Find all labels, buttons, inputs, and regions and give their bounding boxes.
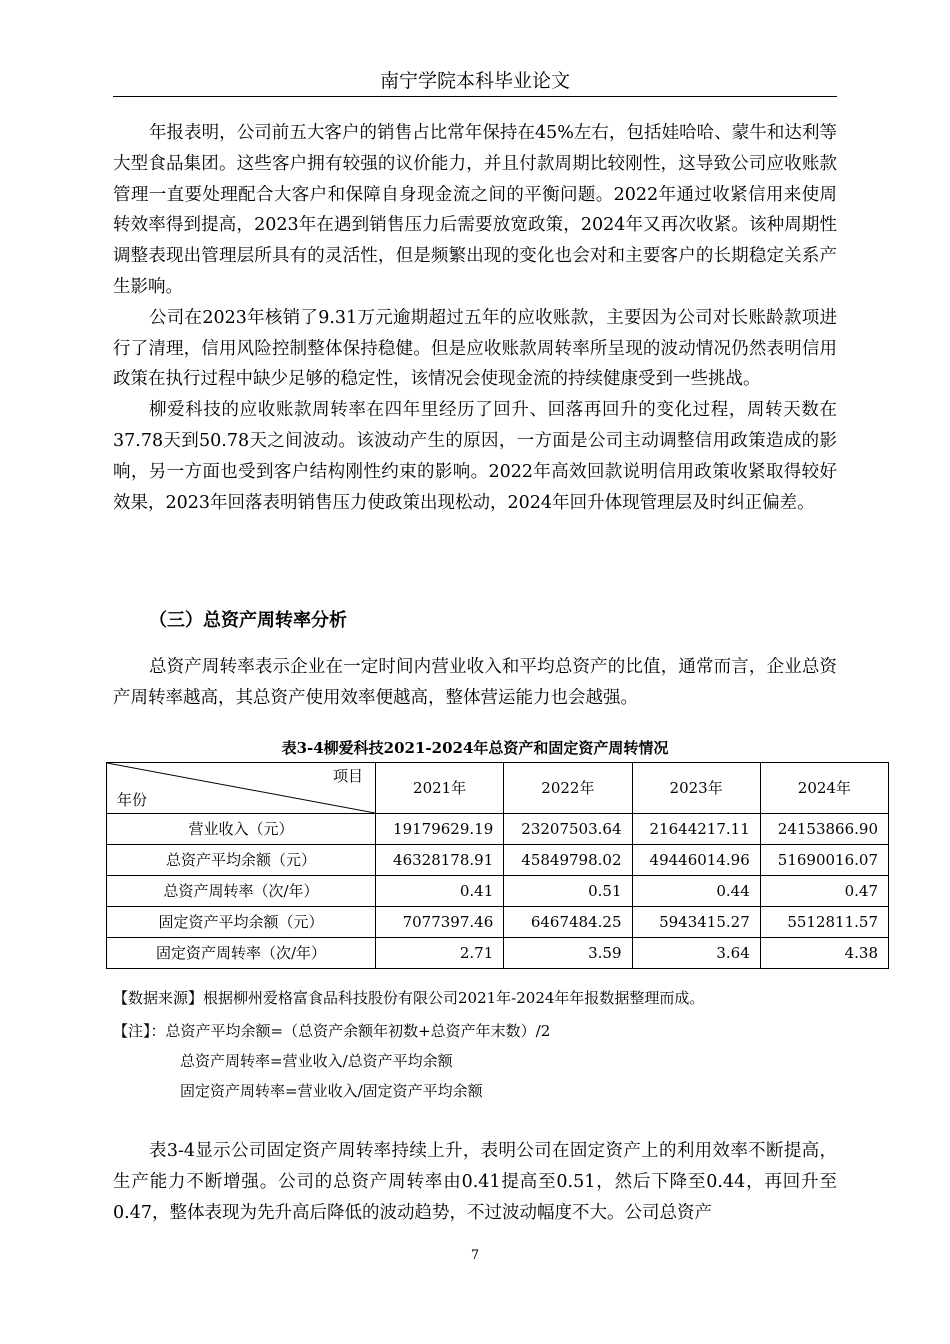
table-cell: 0.44	[632, 876, 760, 907]
year-header: 2023年	[632, 763, 760, 814]
table-cell: 24153866.90	[760, 814, 888, 845]
table-header-row	[107, 763, 889, 814]
table-cell: 51690016.07	[760, 845, 888, 876]
year-header: 2024年	[760, 763, 888, 814]
table-cell: 3.59	[504, 938, 632, 969]
table-notes	[113, 1016, 550, 1106]
table-row	[107, 876, 889, 907]
table-cell: 5512811.57	[760, 907, 888, 938]
table-row	[107, 938, 889, 969]
header-divider	[113, 96, 837, 97]
body-paragraphs-top	[113, 118, 837, 518]
row-label: 总资产周转率（次/年）	[107, 876, 376, 907]
note-line	[113, 1046, 550, 1076]
paragraph-4: 表3-4显示公司固定资产周转率持续上升，表明公司在固定资产上的利用效率不断提高，生产能力不断增强。公司的总资产周转率由0.41提高至0.51，然后下降至0.44，再回升至0.47，整体表现为先升高后降低的波动趋势，不过波动幅度不大。公司总资产	[113, 1141, 837, 1223]
body-paragraph-bottom-block	[113, 1136, 837, 1228]
note-label: 【注】：	[113, 1022, 166, 1040]
table-caption: 表3-4柳爱科技2021-2024年总资产和固定资产周转情况	[281, 739, 669, 757]
table-cell: 3.64	[632, 938, 760, 969]
data-source-note: 【数据来源】根据柳州爱格富食品科技股份有限公司2021年-2024年年报数据整理而成。	[113, 989, 705, 1007]
year-header: 2021年	[376, 763, 504, 814]
table-cell: 19179629.19	[376, 814, 504, 845]
section-heading: （三）总资产周转率分析	[149, 610, 347, 631]
table-cell: 0.47	[760, 876, 888, 907]
corner-column-label: 项目	[332, 767, 363, 785]
table-cell: 49446014.96	[632, 845, 760, 876]
section-intro-paragraph: 总资产周转率表示企业在一定时间内营业收入和平均总资产的比值，通常而言，企业总资产周转率越高，其总资产使用效率便越高，整体营运能力也会越强。	[113, 657, 837, 708]
table-cell: 0.41	[376, 876, 504, 907]
note-formula: 固定资产周转率=营业收入/固定资产平均余额	[180, 1082, 483, 1100]
table-row	[107, 814, 889, 845]
row-label: 固定资产平均余额（元）	[107, 907, 376, 938]
page-number: 7	[470, 1248, 480, 1263]
table-cell: 21644217.11	[632, 814, 760, 845]
note-line	[113, 1076, 550, 1106]
table-row	[107, 907, 889, 938]
table-corner-cell	[107, 763, 376, 814]
paragraph-3: 柳爱科技的应收账款周转率在四年里经历了回升、回落再回升的变化过程，周转天数在37.78天到50.78天之间波动。该波动产生的原因，一方面是公司主动调整信用政策造成的影响，另一方面也受到客户结构刚性约束的影响。2022年高效回款说明信用政策收紧取得较好效果，2023年回落表明销售压力使政策出现松动，2024年回升体现管理层及时纠正偏差。	[113, 400, 837, 513]
table-cell: 4.38	[760, 938, 888, 969]
row-label: 总资产平均余额（元）	[107, 845, 376, 876]
table-cell: 7077397.46	[376, 907, 504, 938]
table-cell: 0.51	[504, 876, 632, 907]
row-label: 固定资产周转率（次/年）	[107, 938, 376, 969]
table-cell: 23207503.64	[504, 814, 632, 845]
year-header: 2022年	[504, 763, 632, 814]
turnover-table	[106, 762, 889, 969]
table-cell: 46328178.91	[376, 845, 504, 876]
row-label: 营业收入（元）	[107, 814, 376, 845]
table-row	[107, 845, 889, 876]
corner-row-label: 年份	[117, 791, 148, 809]
note-formula: 总资产周转率=营业收入/总资产平均余额	[180, 1052, 453, 1070]
note-formula: 总资产平均余额=（总资产余额年初数+总资产年末数）/2	[165, 1022, 551, 1040]
table-cell: 45849798.02	[504, 845, 632, 876]
table-cell: 6467484.25	[504, 907, 632, 938]
table-cell: 5943415.27	[632, 907, 760, 938]
page-header-title: 南宁学院本科毕业论文	[379, 70, 570, 92]
section-intro-block	[113, 652, 837, 714]
paragraph-1: 年报表明，公司前五大客户的销售占比常年保持在45%左右，包括娃哈哈、蒙牛和达利等大型食品集团。这些客户拥有较强的议价能力，并且付款周期比较刚性，这导致公司应收账款管理一直要处理配合大客户和保障自身现金流之间的平衡问题。2022年通过收紧信用来使周转效率得到提高，2023年在遇到销售压力后需要放宽政策，2024年又再次收紧。该种周期性调整表现出管理层所具有的灵活性，但是频繁出现的变化也会对和主要客户的长期稳定关系产生影响。	[113, 123, 837, 297]
table-cell: 2.71	[376, 938, 504, 969]
paragraph-2: 公司在2023年核销了9.31万元逾期超过五年的应收账款，主要因为公司对长账龄款项进行了清理，信用风险控制整体保持稳健。但是应收账款周转率所呈现的波动情况仍然表明信用政策在执行过程中缺少足够的稳定性，该情况会使现金流的持续健康受到一些挑战。	[113, 307, 837, 390]
note-line	[113, 1016, 550, 1046]
